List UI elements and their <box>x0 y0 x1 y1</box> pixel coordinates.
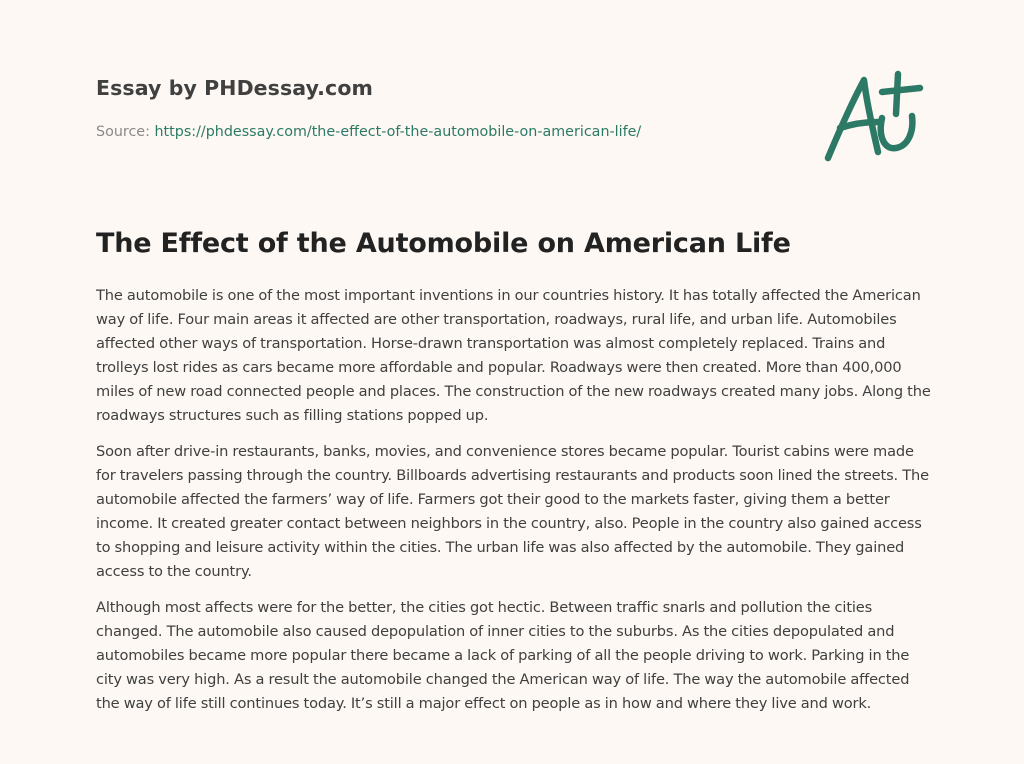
site-brand: Essay by PHDessay.com <box>96 76 373 100</box>
essay-title: The Effect of the Automobile on American Life <box>96 228 791 259</box>
essay-page <box>96 0 931 764</box>
a-plus-grade-icon <box>820 66 926 164</box>
source-line <box>96 124 641 140</box>
essay-paragraph: Soon after drive-in restaurants, banks, movies, and convenience stores became popular. Tourist cabins were made for travelers passing through the country. Billboards advertising restaurants and products soon lined the streets. The automobile affected the farmers’ way of life. Farmers got their good to the markets faster, giving them a better income. It created greater contact between neighbors in the country, also. People in the country also gained access to shopping and leisure activity within the cities. The urban life was also affected by the automobile. They gained access to the country. <box>96 443 929 580</box>
essay-paragraph: The automobile is one of the most important inventions in our countries history. It has totally affected the American way of life. Four main areas it affected are other transportation, roadways, rural life, and urban life. Automobiles affected other ways of transportation. Horse-drawn transportation was almost completely replaced. Trains and trolleys lost rides as cars became more affordable and popular. Roadways were then created. More than 400,000 miles of new road connected people and places. The construction of the new roadways created many jobs. Along the roadways structures such as filling stations popped up. <box>96 287 931 424</box>
source-link[interactable]: https://phdessay.com/the-effect-of-the-automobile-on-american-life/ <box>154 124 642 140</box>
source-label: Source: <box>96 124 155 140</box>
essay-body <box>96 284 932 728</box>
essay-paragraph: Although most affects were for the better, the cities got hectic. Between traffic snarls and pollution the cities changed. The automobile also caused depopulation of inner cities to the suburbs. As the cities depopulated and automobiles became more popular there became a lack of parking of all the people driving to work. Parking in the city was very high. As a result the automobile changed the American way of life. The way the automobile affected the way of life still continues today. It’s still a major effect on people as in how and where they live and work. <box>96 599 910 712</box>
